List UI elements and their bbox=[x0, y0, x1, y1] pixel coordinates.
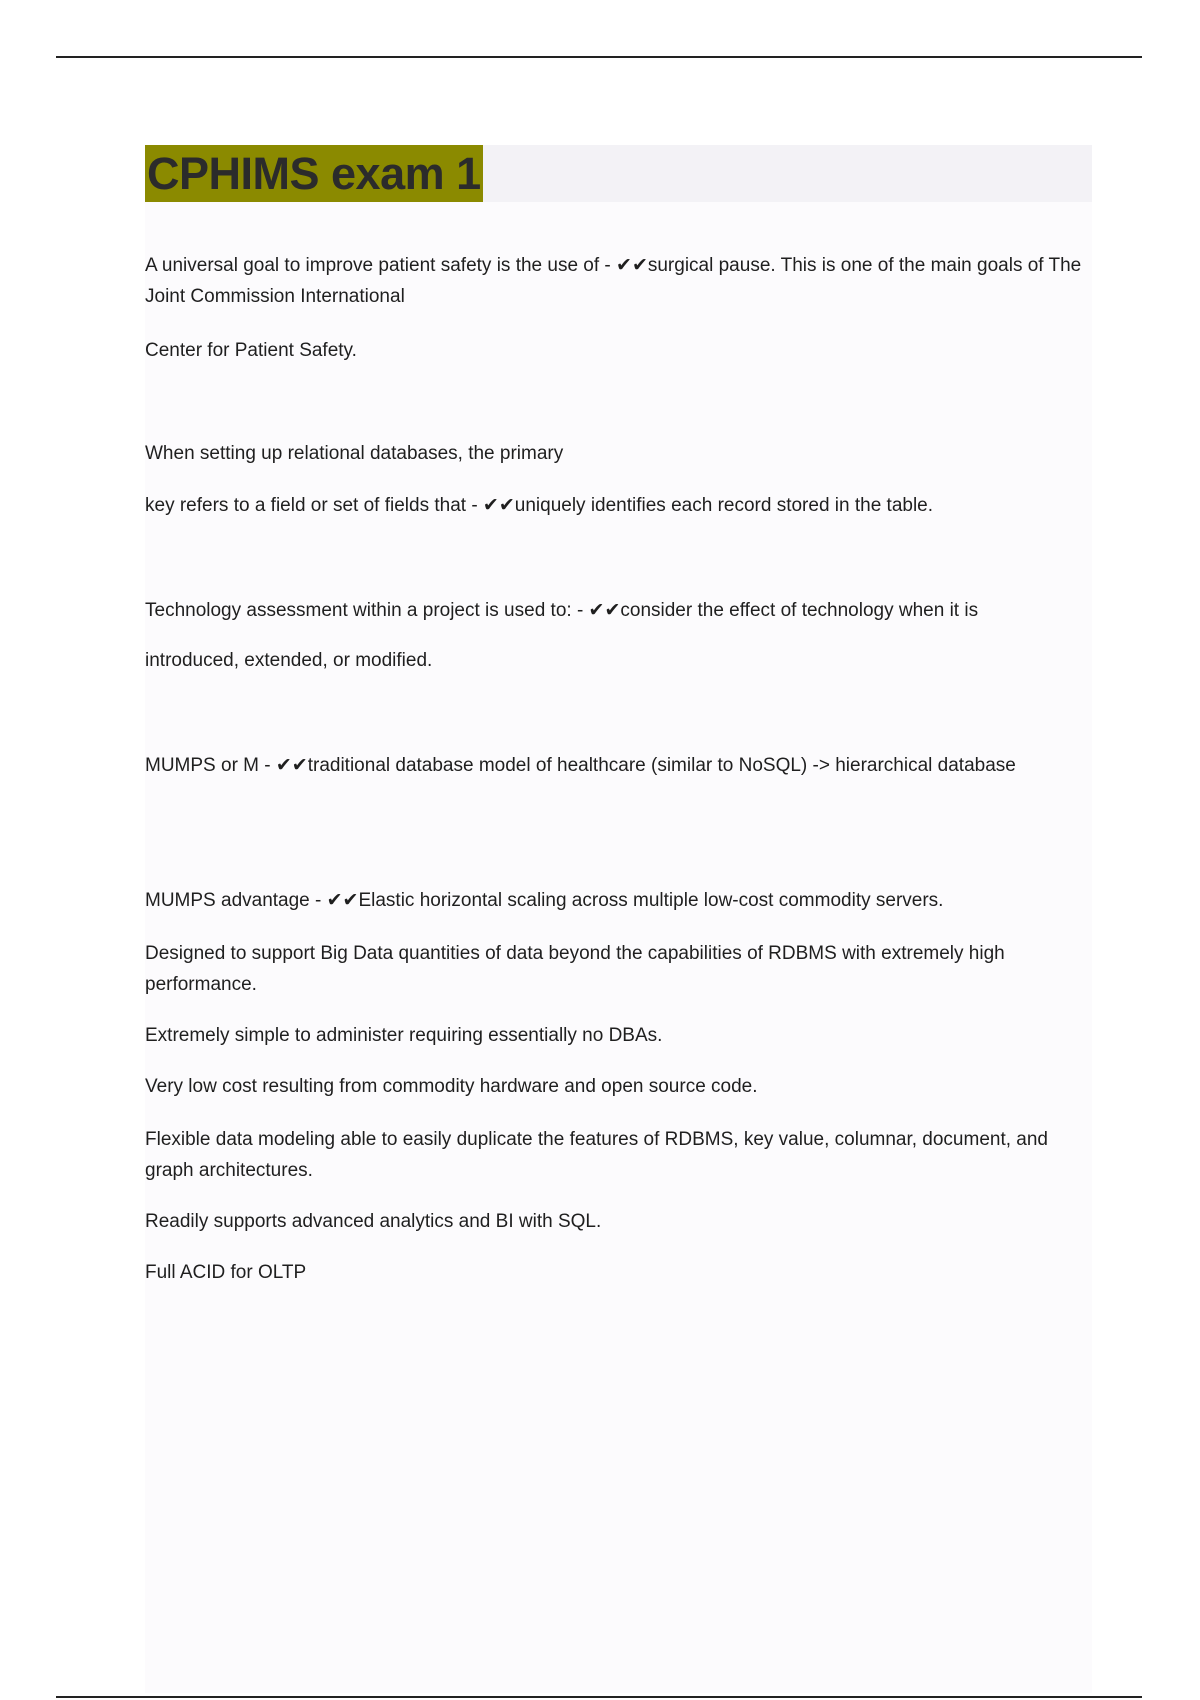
paragraph-patient-safety-cont: Center for Patient Safety. bbox=[145, 340, 357, 361]
content-panel bbox=[145, 145, 1092, 1693]
paragraph-administration: Extremely simple to administer requiring essentially no DBAs. bbox=[145, 1025, 663, 1046]
paragraph-primary-key: key refers to a field or set of fields that - ✔✔uniquely identifies each record stored in the table. bbox=[145, 495, 934, 516]
paragraph-technology-assessment-cont: introduced, extended, or modified. bbox=[145, 650, 433, 671]
header-rule bbox=[56, 56, 1142, 58]
title-highlight bbox=[145, 145, 483, 202]
paragraph-mumps-definition: MUMPS or M - ✔✔traditional database model of healthcare (similar to NoSQL) -> hierarchical database bbox=[145, 755, 1016, 776]
paragraph-flexible-modeling: Flexible data modeling able to easily duplicate the features of RDBMS, key value, columnar, document, and graph architectures. bbox=[145, 1129, 1049, 1181]
page-title: CPHIMS exam 1 bbox=[147, 148, 481, 199]
paragraph-patient-safety: A universal goal to improve patient safety is the use of - ✔✔surgical pause. This is one of the main goals of The Joint Commission International bbox=[145, 255, 1082, 307]
paragraph-low-cost: Very low cost resulting from commodity hardware and open source code. bbox=[145, 1076, 758, 1097]
paragraph-mumps-advantage: MUMPS advantage - ✔✔Elastic horizontal scaling across multiple low-cost commodity servers. bbox=[145, 890, 944, 911]
paragraph-technology-assessment: Technology assessment within a project is used to: - ✔✔consider the effect of technology when it is bbox=[145, 600, 979, 621]
footer-rule bbox=[56, 1696, 1142, 1698]
paragraph-analytics: Readily supports advanced analytics and BI with SQL. bbox=[145, 1211, 602, 1232]
paragraph-acid: Full ACID for OLTP bbox=[145, 1262, 307, 1283]
paragraph-big-data: Designed to support Big Data quantities of data beyond the capabilities of RDBMS with extremely high performance. bbox=[145, 943, 1005, 995]
paragraph-primary-key-intro: When setting up relational databases, the primary bbox=[145, 443, 564, 464]
